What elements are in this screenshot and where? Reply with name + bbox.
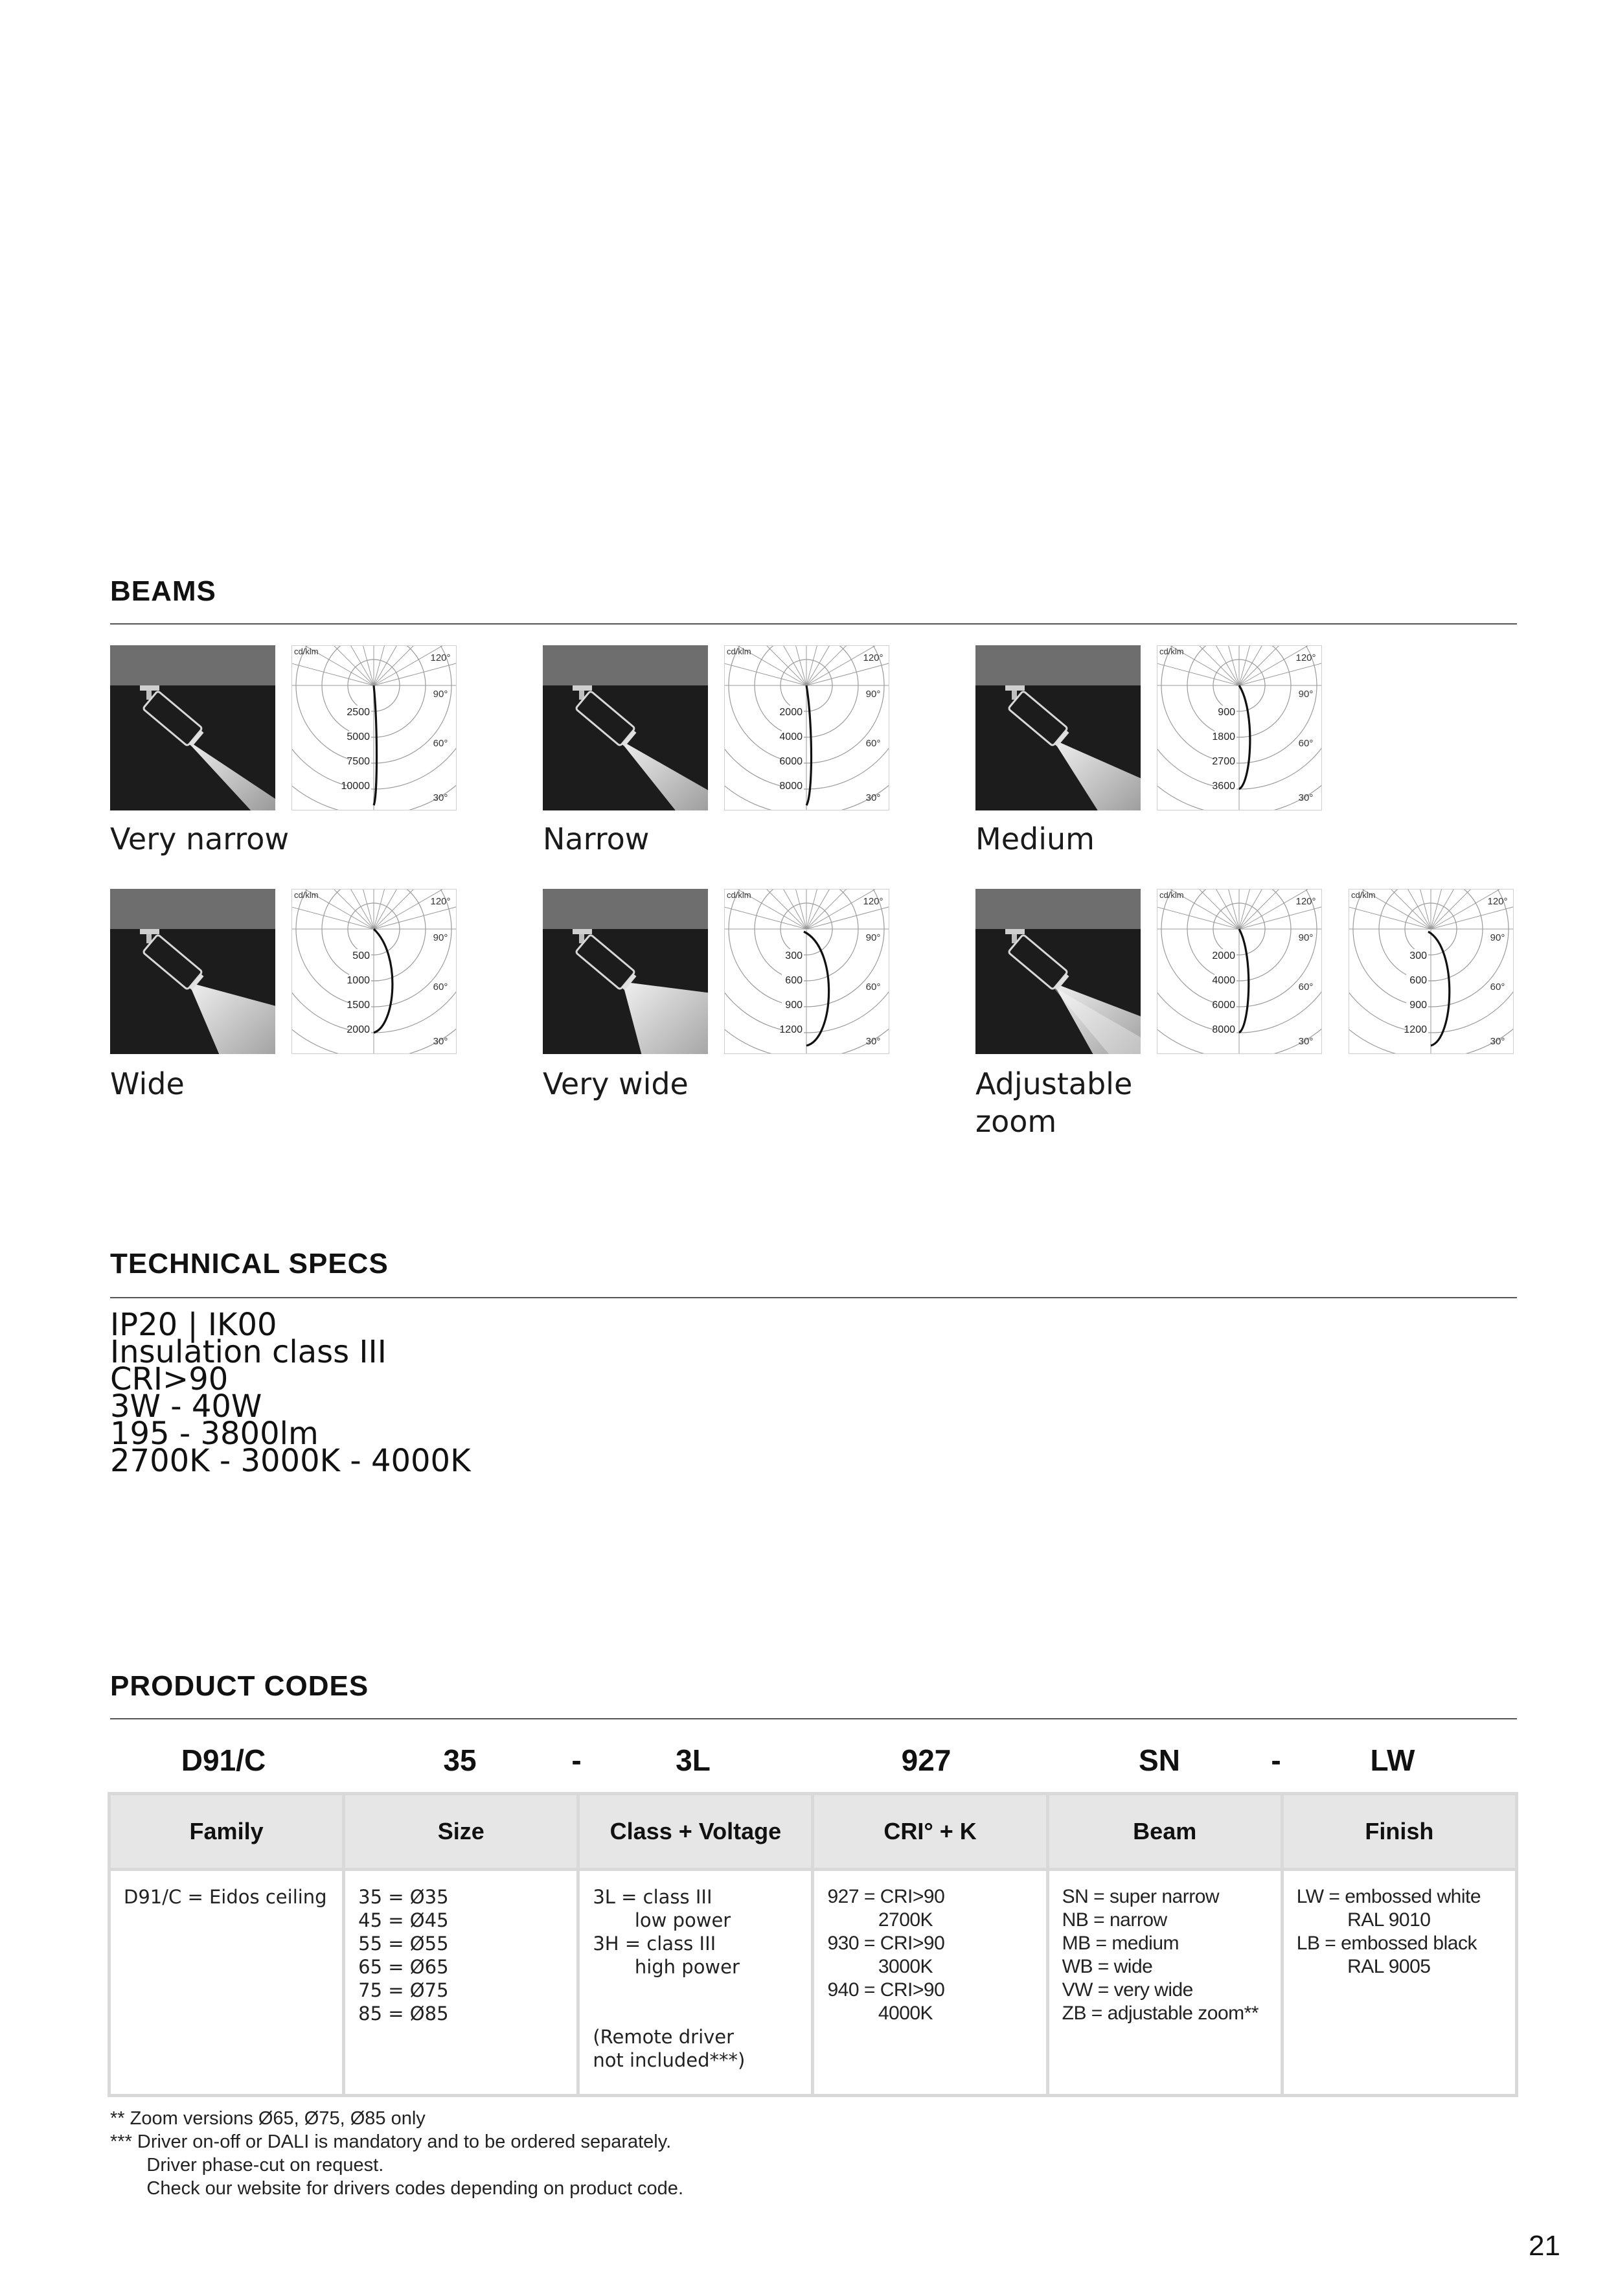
header-size: Size xyxy=(344,1794,578,1870)
beams-rule xyxy=(110,623,1517,625)
polar-scale-label: 2000 xyxy=(1212,950,1235,961)
header-cri-k: CRI° + K xyxy=(813,1794,1047,1870)
beam-label-narrow: Narrow xyxy=(543,821,650,856)
polar-unit-label: cd/klm xyxy=(1159,647,1184,656)
polar-diagram xyxy=(1157,889,1322,1054)
polar-angle-label: 90° xyxy=(1298,689,1314,700)
polar-scale-label: 600 xyxy=(1409,975,1427,986)
polar-angle-label: 30° xyxy=(1490,1036,1505,1047)
specs-rule xyxy=(110,1297,1517,1298)
beam-label-adjustable-zoom: Adjustable zoom xyxy=(975,1066,1133,1139)
polar-scale-label: 1000 xyxy=(347,975,370,986)
polar-unit-label: cd/klm xyxy=(294,647,319,656)
polar-angle-label: 120° xyxy=(863,896,883,907)
header-finish: Finish xyxy=(1282,1794,1516,1870)
cell-beam: SN = super narrow NB = narrow MB = medium WB = wide VW = very wide ZB = adjustable zoom** xyxy=(1047,1870,1282,2096)
polar-angle-label: 60° xyxy=(1490,982,1505,993)
code-finish: LW xyxy=(1370,1743,1415,1777)
beam-illustration xyxy=(975,889,1141,1054)
spec-insulation: Insulation class III xyxy=(110,1334,387,1370)
polar-scale-label: 1200 xyxy=(1404,1024,1427,1035)
polar-scale-label: 900 xyxy=(1218,707,1235,718)
cell-family: D91/C = Eidos ceiling xyxy=(109,1870,344,2096)
polar-scale-label: 4000 xyxy=(779,731,803,742)
code-cri: 927 xyxy=(901,1743,951,1777)
polar-scale-label: 5000 xyxy=(347,731,370,742)
spec-ip: IP20 | IK00 xyxy=(110,1307,277,1343)
polar-angle-label: 60° xyxy=(433,738,448,749)
beam-illustration xyxy=(975,645,1141,810)
polar-angle-label: 60° xyxy=(865,738,881,749)
polar-angle-label: 30° xyxy=(433,792,448,803)
polar-curve xyxy=(806,685,812,805)
polar-angle-label: 30° xyxy=(865,1036,881,1047)
polar-scale-label: 2700 xyxy=(1212,756,1235,767)
header-family: Family xyxy=(109,1794,344,1870)
polar-scale-label: 6000 xyxy=(1212,1000,1235,1011)
beam-label-wide: Wide xyxy=(110,1066,185,1101)
polar-diagram xyxy=(291,889,457,1054)
polar-curve xyxy=(1428,932,1450,1046)
code-class: 3L xyxy=(676,1743,711,1777)
spec-power: 3W - 40W xyxy=(110,1388,262,1425)
polar-scale-label: 1200 xyxy=(779,1024,803,1035)
table-header-row xyxy=(109,1794,1517,1870)
polar-angle-label: 60° xyxy=(865,982,881,993)
beam-label-medium: Medium xyxy=(975,821,1095,856)
polar-scale-label: 2000 xyxy=(779,707,803,718)
polar-scale-label: 1500 xyxy=(347,1000,370,1011)
cell-cri-k: 927 = CRI>90 2700K 930 = CRI>90 3000K 940 = CRI>90 4000K xyxy=(813,1870,1047,2096)
polar-angle-label: 120° xyxy=(1295,896,1316,907)
codes-rule xyxy=(110,1718,1517,1719)
cell-size: 35 = Ø35 45 = Ø45 55 = Ø55 65 = Ø65 75 = Ø75 85 = Ø85 xyxy=(344,1870,578,2096)
polar-angle-label: 90° xyxy=(865,689,881,700)
polar-scale-label: 4000 xyxy=(1212,975,1235,986)
polar-angle-label: 60° xyxy=(1298,982,1314,993)
product-codes-title: PRODUCT CODES xyxy=(110,1670,369,1702)
spec-cri: CRI>90 xyxy=(110,1361,229,1397)
polar-diagram xyxy=(1349,889,1514,1054)
polar-scale-label: 500 xyxy=(352,950,370,961)
polar-scale-label: 300 xyxy=(1409,950,1427,961)
polar-angle-label: 90° xyxy=(865,932,881,943)
polar-diagram xyxy=(724,645,889,810)
polar-diagram xyxy=(1157,645,1322,810)
polar-scale-label: 8000 xyxy=(779,781,803,792)
polar-unit-label: cd/klm xyxy=(1159,890,1184,900)
beam-label-very-wide: Very wide xyxy=(543,1066,689,1101)
polar-scale-label: 8000 xyxy=(1212,1024,1235,1035)
polar-unit-label: cd/klm xyxy=(294,890,319,900)
polar-angle-label: 90° xyxy=(433,689,448,700)
polar-angle-label: 120° xyxy=(430,652,451,663)
polar-angle-label: 60° xyxy=(1298,738,1314,749)
code-size: 35 xyxy=(443,1743,477,1777)
code-dash-1: - xyxy=(571,1743,582,1777)
polar-scale-label: 3600 xyxy=(1212,781,1235,792)
footnotes: ** Zoom versions Ø65, Ø75, Ø85 only *** Driver on-off or DALI is mandatory and to be ordered separately. Driver phase-cut on request. Check our website for drivers codes depending on product code. xyxy=(110,2108,683,2199)
polar-angle-label: 30° xyxy=(865,792,881,803)
polar-angle-label: 90° xyxy=(433,932,448,943)
polar-unit-label: cd/klm xyxy=(727,890,751,900)
polar-scale-label: 2500 xyxy=(347,707,370,718)
polar-scale-label: 900 xyxy=(1409,1000,1427,1011)
spec-cct: 2700K - 3000K - 4000K xyxy=(110,1443,471,1479)
cell-finish: LW = embossed white RAL 9010 LB = embossed black RAL 9005 xyxy=(1282,1870,1516,2096)
beam-illustration xyxy=(110,645,275,810)
polar-diagram xyxy=(724,889,889,1054)
polar-angle-label: 30° xyxy=(1298,792,1314,803)
beams-title: BEAMS xyxy=(110,575,216,607)
polar-scale-label: 7500 xyxy=(347,756,370,767)
table-row xyxy=(109,1870,1517,2096)
spec-lumen: 195 - 3800lm xyxy=(110,1416,319,1452)
polar-angle-label: 60° xyxy=(433,982,448,993)
header-class-voltage: Class + Voltage xyxy=(578,1794,813,1870)
polar-angle-label: 120° xyxy=(863,652,883,663)
polar-diagram xyxy=(291,645,457,810)
polar-scale-label: 6000 xyxy=(779,756,803,767)
polar-unit-label: cd/klm xyxy=(727,647,751,656)
polar-curve xyxy=(804,932,829,1046)
polar-angle-label: 30° xyxy=(1298,1036,1314,1047)
polar-curve xyxy=(374,685,377,805)
beam-illustration xyxy=(110,889,275,1054)
polar-scale-label: 900 xyxy=(785,1000,803,1011)
specs-list xyxy=(110,1307,471,1479)
polar-scale-label: 10000 xyxy=(341,781,370,792)
technical-specs-title: TECHNICAL SPECS xyxy=(110,1248,389,1280)
polar-angle-label: 30° xyxy=(433,1036,448,1047)
code-dash-2: - xyxy=(1271,1743,1281,1777)
polar-angle-label: 120° xyxy=(430,896,451,907)
polar-angle-label: 90° xyxy=(1490,932,1505,943)
beam-label-very-narrow: Very narrow xyxy=(110,821,290,856)
cell-class-voltage: 3L = class III low power 3H = class III high power (Remote driver not included***) xyxy=(578,1870,813,2096)
polar-scale-label: 2000 xyxy=(347,1024,370,1035)
polar-angle-label: 120° xyxy=(1487,896,1508,907)
polar-angle-label: 90° xyxy=(1298,932,1314,943)
polar-scale-label: 300 xyxy=(785,950,803,961)
code-beam: SN xyxy=(1139,1743,1180,1777)
page-number: 21 xyxy=(1529,2230,1560,2262)
polar-scale-label: 1800 xyxy=(1212,731,1235,742)
product-codes-table xyxy=(108,1792,1518,2097)
polar-scale-label: 600 xyxy=(785,975,803,986)
header-beam: Beam xyxy=(1047,1794,1282,1870)
code-family: D91/C xyxy=(181,1743,266,1777)
beam-illustration xyxy=(543,645,708,810)
beam-illustration xyxy=(543,889,708,1054)
polar-angle-label: 120° xyxy=(1295,652,1316,663)
polar-unit-label: cd/klm xyxy=(1351,890,1376,900)
